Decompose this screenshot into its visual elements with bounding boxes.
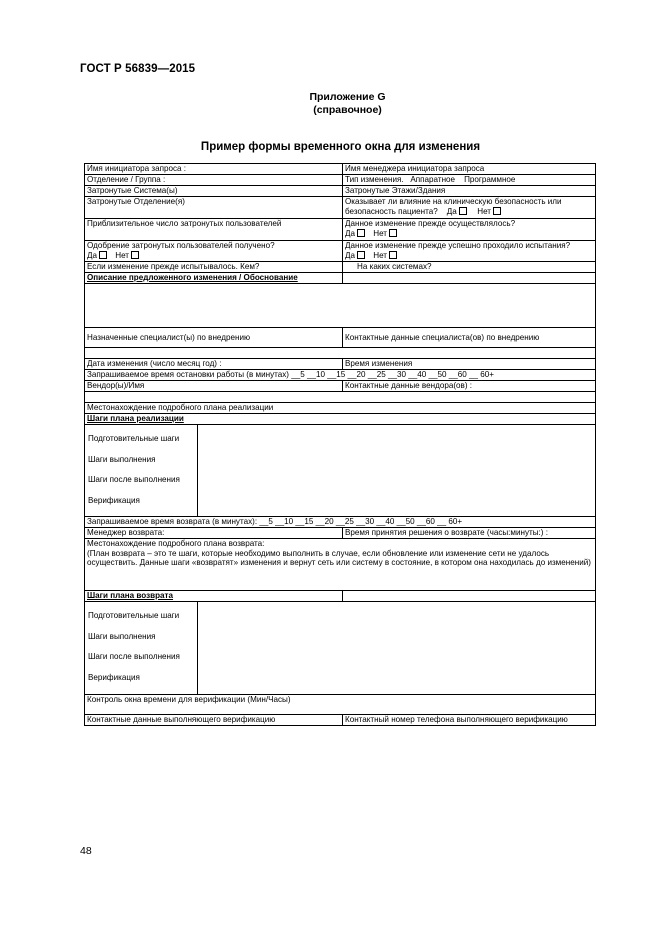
specialist-contacts-field[interactable]: Контактные данные специалиста(ов) по внедрению — [343, 328, 596, 348]
step-label: Подготовительные шаги — [88, 611, 180, 620]
impl-steps-labels — [85, 425, 198, 517]
assigned-specialists-field[interactable]: Назначенные специалист(ы) по внедрению — [85, 328, 343, 348]
plan-location-field[interactable]: Местонахождение подробного плана реализации — [85, 403, 596, 414]
rollback-plan-location: Местонахождение подробного плана возврата: — [87, 539, 265, 548]
form-row — [85, 328, 596, 348]
change-type-software[interactable]: Программное — [464, 175, 516, 184]
change-date-field[interactable]: Дата изменения (число месяц год) : — [85, 359, 343, 370]
form-row — [85, 414, 596, 425]
form-row — [85, 715, 596, 726]
page-title: Пример формы временного окна для изменения — [200, 141, 481, 153]
form-row — [85, 539, 596, 591]
appendix-header — [0, 91, 661, 117]
step-label: Шаги после выполнения — [88, 652, 180, 661]
yes-checkbox[interactable] — [99, 251, 107, 259]
user-approval-question: Одобрение затронутых пользователей получено? — [87, 241, 275, 250]
form-row — [85, 695, 596, 715]
form-row — [85, 381, 596, 392]
department-field[interactable]: Отделение / Группа : — [85, 175, 343, 186]
yes-checkbox[interactable] — [357, 251, 365, 259]
yes-label: Да — [87, 250, 97, 260]
step-label: Шаги после выполнения — [88, 475, 180, 484]
form-row — [85, 517, 596, 528]
form-row — [85, 370, 596, 381]
form-row — [85, 241, 596, 262]
form-row — [85, 175, 596, 186]
description-field[interactable] — [85, 284, 596, 328]
affected-systems-field[interactable]: Затронутые Система(ы) — [85, 186, 343, 197]
step-label: Верификация — [88, 495, 140, 505]
impl-steps-field[interactable] — [198, 425, 596, 517]
form-row — [85, 528, 596, 539]
rollback-manager-field[interactable]: Менеджер возврата: — [85, 528, 343, 539]
no-label: Нет — [373, 228, 388, 238]
no-checkbox[interactable] — [389, 229, 397, 237]
no-checkbox[interactable] — [389, 251, 397, 259]
step-label: Подготовительные шаги — [88, 434, 180, 443]
vendor-name-field[interactable]: Вендор(ы)/Имя — [85, 381, 343, 392]
standard-number: ГОСТ Р 56839—2015 — [80, 63, 196, 75]
impl-steps-heading: Шаги плана реализации — [85, 414, 596, 425]
change-type-label: Тип изменения. — [345, 175, 404, 184]
manager-name-field[interactable]: Имя менеджера инициатора запроса — [343, 164, 596, 175]
verifier-contacts-field[interactable]: Контактные данные выполняющего верификацию — [85, 715, 343, 726]
rollback-steps-field[interactable] — [198, 602, 596, 695]
form-row — [85, 273, 596, 284]
form-row — [85, 262, 596, 273]
change-type-field[interactable] — [343, 175, 596, 186]
form-row — [85, 591, 596, 602]
requested-downtime-field[interactable]: Запрашиваемое время остановки работы (в минутах) __5 __10 __15 __20 __25 __30 __40 __50 __60 __ 60+ — [85, 370, 596, 381]
form-row — [85, 403, 596, 414]
description-side-cell — [343, 273, 596, 284]
initiator-name-field[interactable]: Имя инициатора запроса : — [85, 164, 343, 175]
tested-by-field[interactable]: Если изменение прежде испытывалось. Кем? — [85, 262, 343, 273]
change-window-form — [84, 163, 596, 726]
no-label: Нет — [373, 250, 388, 260]
user-approval-field[interactable] — [85, 241, 343, 262]
approx-users-field[interactable]: Приблизительное число затронутых пользователей — [85, 219, 343, 241]
yes-label: Да — [345, 228, 355, 238]
no-checkbox[interactable] — [493, 207, 501, 215]
rollback-plan-field[interactable] — [85, 539, 596, 591]
form-row — [85, 284, 596, 328]
yes-label: Да — [446, 206, 457, 216]
change-time-field[interactable]: Время изменения — [343, 359, 596, 370]
on-which-systems-field[interactable]: На каких системах? — [343, 262, 596, 273]
appendix-label: Приложение G — [309, 91, 386, 103]
rollback-side-cell — [343, 591, 596, 602]
form-row — [85, 359, 596, 370]
tested-before-field[interactable] — [343, 241, 596, 262]
rollback-steps-heading: Шаги плана возврата — [85, 591, 343, 602]
form-row — [85, 219, 596, 241]
description-heading: Описание предложенного изменения / Обоснование — [85, 273, 343, 284]
page-number: 48 — [80, 845, 92, 857]
step-label: Шаги выполнения — [88, 631, 156, 641]
form-row — [85, 425, 596, 517]
no-checkbox[interactable] — [131, 251, 139, 259]
done-before-field[interactable] — [343, 219, 596, 241]
no-label: Нет — [115, 250, 130, 260]
yes-checkbox[interactable] — [357, 229, 365, 237]
step-label: Шаги выполнения — [88, 454, 156, 464]
spacer-row — [85, 392, 596, 403]
done-before-question: Данное изменение прежде осуществлялось? — [345, 219, 516, 228]
verification-window-field[interactable]: Контроль окна времени для верификации (Мин/Часы) — [85, 695, 596, 715]
spacer-row — [85, 348, 596, 359]
appendix-note: (справочное) — [313, 104, 382, 116]
form-row — [85, 392, 596, 403]
rollback-steps-labels — [85, 602, 198, 695]
verifier-phone-field[interactable]: Контактный номер телефона выполняющего верификацию — [343, 715, 596, 726]
yes-checkbox[interactable] — [459, 207, 467, 215]
affected-floors-field[interactable]: Затронутые Этажи/Здания — [343, 186, 596, 197]
rollback-time-field[interactable]: Запрашиваемое время возврата (в минутах): __5 __10 __15 __20 __25 __30 __40 __50 __60 __ 60+ — [85, 517, 596, 528]
affected-departments-field[interactable]: Затронутые Отделение(я) — [85, 197, 343, 219]
form-row — [85, 348, 596, 359]
step-label: Верификация — [88, 672, 140, 682]
form-row — [85, 602, 596, 695]
form-row — [85, 164, 596, 175]
rollback-plan-note: (План возврата – это те шаги, которые необходимо выполнить в случае, если обновление или изменение сети не удалось осуществить. Данные шаги «возвратят» изменения и вернут сеть или систему в состояние, в котором она находилась до изменений) — [87, 548, 591, 568]
yes-label: Да — [345, 250, 355, 260]
change-type-hardware[interactable]: Аппаратное — [410, 175, 456, 184]
clinical-safety-question: Оказывает ли влияние на клиническую безопасность или безопасность пациента? — [345, 197, 562, 216]
form-row — [85, 186, 596, 197]
no-label: Нет — [477, 206, 492, 216]
tested-before-question: Данное изменение прежде успешно проходило испытания? — [345, 241, 571, 250]
form-row — [85, 197, 596, 219]
rollback-decision-field[interactable]: Время принятия решения о возврате (часы:минуты:) : — [343, 528, 596, 539]
clinical-safety-field[interactable] — [343, 197, 596, 219]
vendor-contacts-field[interactable]: Контактные данные вендора(ов) : — [343, 381, 596, 392]
